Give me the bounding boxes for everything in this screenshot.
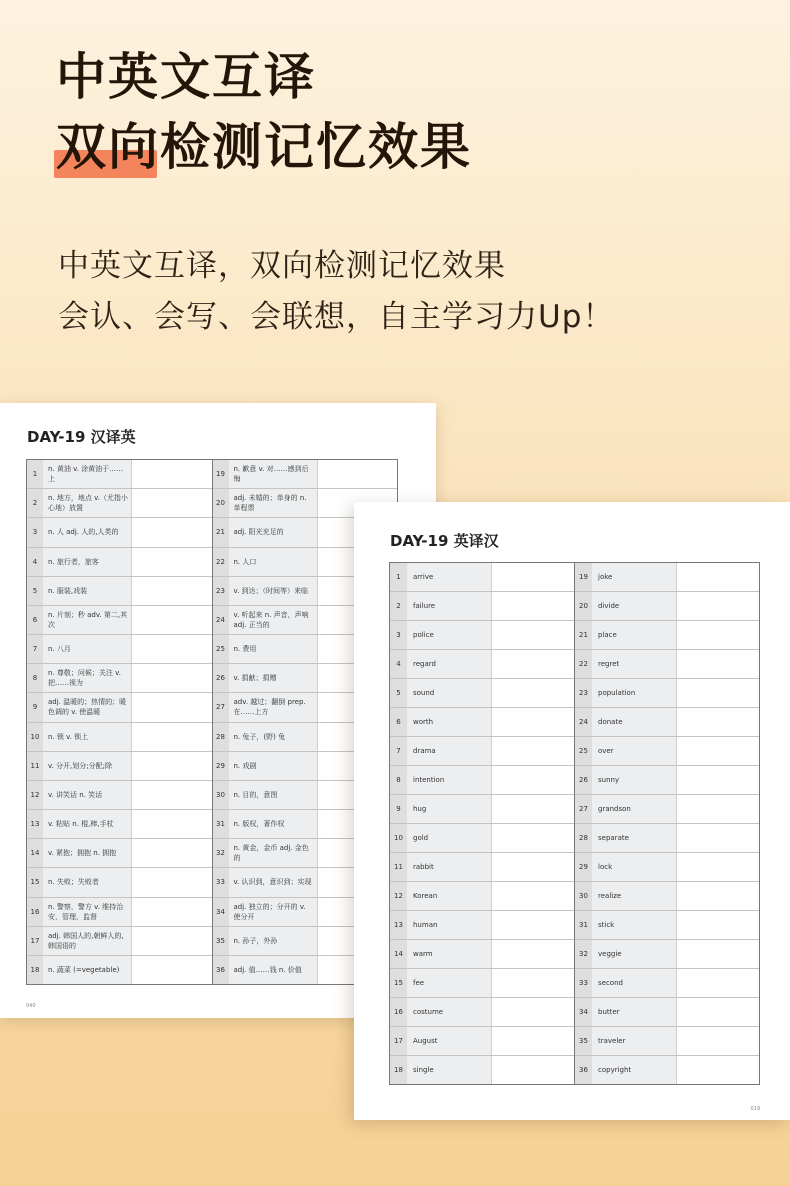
answer-blank xyxy=(491,708,574,736)
table-row xyxy=(27,839,212,868)
answer-blank xyxy=(131,577,212,605)
table-row xyxy=(575,998,759,1027)
vocab-prompt: n. 人 adj. 人的,人类的 xyxy=(43,518,131,546)
vocab-prompt: fee xyxy=(407,969,491,997)
vocab-prompt: n. 黄金，金币 adj. 金色的 xyxy=(229,839,317,867)
worksheet-title: DAY-19 汉译英 xyxy=(27,428,136,446)
answer-blank xyxy=(676,882,759,910)
vocab-prompt: n. 歉意 v. 对……感到后悔 xyxy=(229,460,317,488)
vocab-prompt: divide xyxy=(592,592,676,620)
table-row xyxy=(390,592,574,621)
table-row xyxy=(575,650,759,679)
row-number: 15 xyxy=(27,868,43,896)
row-number: 9 xyxy=(27,693,43,721)
row-number: 6 xyxy=(27,606,43,634)
vocab-prompt: v. 认识到，意识到；实现 xyxy=(229,868,317,896)
table-row xyxy=(575,969,759,998)
row-number: 24 xyxy=(213,606,229,634)
row-number: 26 xyxy=(575,766,592,794)
row-number: 26 xyxy=(213,664,229,692)
vocab-prompt: butter xyxy=(592,998,676,1026)
answer-blank xyxy=(131,868,212,896)
vocab-prompt: rabbit xyxy=(407,853,491,881)
answer-blank xyxy=(676,1027,759,1055)
table-row xyxy=(27,927,212,956)
vocab-prompt: arrive xyxy=(407,563,491,591)
table-row xyxy=(575,708,759,737)
answer-blank xyxy=(676,650,759,678)
row-number: 24 xyxy=(575,708,592,736)
vocab-prompt: v. 捐献；捐赠 xyxy=(229,664,317,692)
answer-blank xyxy=(131,548,212,576)
vocab-prompt: regret xyxy=(592,650,676,678)
table-row xyxy=(27,868,212,897)
vocab-prompt: realize xyxy=(592,882,676,910)
table-row xyxy=(390,795,574,824)
table-row xyxy=(390,1027,574,1056)
table-row xyxy=(390,1056,574,1084)
table-row xyxy=(390,911,574,940)
vocab-prompt: n. 人口 xyxy=(229,548,317,576)
vocab-prompt: v. 听起来 n. 声音，声响 adj. 正当的 xyxy=(229,606,317,634)
table-row xyxy=(27,664,212,693)
answer-blank xyxy=(491,824,574,852)
worksheet-title: DAY-19 英译汉 xyxy=(390,532,499,550)
table-row xyxy=(390,853,574,882)
table-row xyxy=(27,460,212,489)
row-number: 32 xyxy=(213,839,229,867)
subtitle-line1: 中英文互译，双向检测记忆效果 xyxy=(58,248,506,284)
table-row xyxy=(27,606,212,635)
row-number: 12 xyxy=(27,781,43,809)
table-row xyxy=(575,563,759,592)
row-number: 11 xyxy=(27,752,43,780)
vocab-prompt: traveler xyxy=(592,1027,676,1055)
vocab-prompt: failure xyxy=(407,592,491,620)
answer-blank xyxy=(676,592,759,620)
row-number: 2 xyxy=(390,592,407,620)
vocab-prompt: gold xyxy=(407,824,491,852)
row-number: 34 xyxy=(575,998,592,1026)
vocab-prompt: regard xyxy=(407,650,491,678)
row-number: 6 xyxy=(390,708,407,736)
answer-blank xyxy=(491,650,574,678)
vocab-prompt: sound xyxy=(407,679,491,707)
table-row xyxy=(390,882,574,911)
answer-blank xyxy=(676,969,759,997)
answer-blank xyxy=(676,563,759,591)
table-row xyxy=(390,969,574,998)
vocab-prompt: n. 目的，意图 xyxy=(229,781,317,809)
vocab-prompt: n. 兔子，(野) 兔 xyxy=(229,723,317,751)
row-number: 20 xyxy=(213,489,229,517)
row-number: 27 xyxy=(213,693,229,721)
row-number: 14 xyxy=(390,940,407,968)
main-title-line2: 双向检测记忆效果 xyxy=(56,118,472,176)
row-number: 17 xyxy=(27,927,43,955)
table-row xyxy=(390,824,574,853)
subtitle-line2: 会认、会写、会联想，自主学习力Up！ xyxy=(58,299,615,335)
table-row xyxy=(390,766,574,795)
answer-blank xyxy=(676,853,759,881)
row-number: 36 xyxy=(213,956,229,984)
table-row xyxy=(575,1056,759,1084)
answer-blank xyxy=(676,621,759,649)
row-number: 14 xyxy=(27,839,43,867)
row-number: 22 xyxy=(213,548,229,576)
vocab-prompt: adj. 阳光充足的 xyxy=(229,518,317,546)
row-number: 29 xyxy=(213,752,229,780)
table-row xyxy=(27,693,212,722)
table-row xyxy=(575,679,759,708)
vocab-table xyxy=(26,459,398,985)
answer-blank xyxy=(491,679,574,707)
answer-blank xyxy=(676,766,759,794)
row-number: 22 xyxy=(575,650,592,678)
row-number: 16 xyxy=(390,998,407,1026)
vocab-prompt: human xyxy=(407,911,491,939)
row-number: 4 xyxy=(27,548,43,576)
vocab-prompt: n. 服装,戏装 xyxy=(43,577,131,605)
vocab-prompt: v. 粘贴 n. 棍,棒,手杖 xyxy=(43,810,131,838)
vocab-prompt: n. 片刻；秒 adv. 第二,其次 xyxy=(43,606,131,634)
row-number: 28 xyxy=(213,723,229,751)
vocab-prompt: adj. 未婚的；单身的 n. 单程票 xyxy=(229,489,317,517)
answer-blank xyxy=(491,969,574,997)
row-number: 1 xyxy=(390,563,407,591)
row-number: 5 xyxy=(27,577,43,605)
table-row xyxy=(575,621,759,650)
vocab-prompt: stick xyxy=(592,911,676,939)
answer-blank xyxy=(131,635,212,663)
answer-blank xyxy=(131,839,212,867)
answer-blank xyxy=(131,693,212,721)
table-row xyxy=(575,737,759,766)
answer-blank xyxy=(131,518,212,546)
answer-blank xyxy=(491,882,574,910)
vocab-prompt: n. 版权，著作权 xyxy=(229,810,317,838)
vocab-prompt: n. 八月 xyxy=(43,635,131,663)
vocab-prompt: n. 费用 xyxy=(229,635,317,663)
vocab-prompt: n. 警察，警方 v. 维持治安，管理，监督 xyxy=(43,898,131,926)
answer-blank xyxy=(491,795,574,823)
vocab-column-left xyxy=(390,563,574,1084)
row-number: 13 xyxy=(390,911,407,939)
vocab-prompt: n. 旅行者，旅客 xyxy=(43,548,131,576)
vocab-prompt: joke xyxy=(592,563,676,591)
answer-blank xyxy=(676,911,759,939)
row-number: 31 xyxy=(213,810,229,838)
table-row xyxy=(213,460,398,489)
row-number: 10 xyxy=(27,723,43,751)
answer-blank xyxy=(131,927,212,955)
vocab-prompt: donate xyxy=(592,708,676,736)
table-row xyxy=(390,998,574,1027)
vocab-prompt: intention xyxy=(407,766,491,794)
row-number: 36 xyxy=(575,1056,592,1084)
row-number: 7 xyxy=(390,737,407,765)
answer-blank xyxy=(491,1027,574,1055)
row-number: 10 xyxy=(390,824,407,852)
vocab-prompt: n. 尊敬；问候；关注 v. 把……视为 xyxy=(43,664,131,692)
table-row xyxy=(575,766,759,795)
vocab-prompt: drama xyxy=(407,737,491,765)
row-number: 35 xyxy=(213,927,229,955)
vocab-prompt: adj. 独立的；分开的 v. 使分开 xyxy=(229,898,317,926)
table-row xyxy=(575,795,759,824)
row-number: 3 xyxy=(27,518,43,546)
vocab-prompt: adj. 值……钱 n. 价值 xyxy=(229,956,317,984)
row-number: 30 xyxy=(575,882,592,910)
answer-blank xyxy=(491,940,574,968)
row-number: 15 xyxy=(390,969,407,997)
row-number: 25 xyxy=(213,635,229,663)
answer-blank xyxy=(491,737,574,765)
table-row xyxy=(390,708,574,737)
table-row xyxy=(27,518,212,547)
vocab-prompt: worth xyxy=(407,708,491,736)
row-number: 4 xyxy=(390,650,407,678)
row-number: 25 xyxy=(575,737,592,765)
row-number: 2 xyxy=(27,489,43,517)
answer-blank xyxy=(676,795,759,823)
vocab-prompt: v. 讲笑话 n. 笑话 xyxy=(43,781,131,809)
row-number: 5 xyxy=(390,679,407,707)
answer-blank xyxy=(131,664,212,692)
vocab-table xyxy=(389,562,760,1085)
vocab-prompt: n. 失败；失败者 xyxy=(43,868,131,896)
table-row xyxy=(27,810,212,839)
row-number: 21 xyxy=(575,621,592,649)
row-number: 20 xyxy=(575,592,592,620)
vocab-prompt: separate xyxy=(592,824,676,852)
row-number: 19 xyxy=(575,563,592,591)
page-number: 040 xyxy=(26,1003,36,1009)
table-row xyxy=(27,781,212,810)
page-number: 019 xyxy=(750,1106,760,1112)
answer-blank xyxy=(491,998,574,1026)
vocab-prompt: lock xyxy=(592,853,676,881)
table-row xyxy=(390,650,574,679)
vocab-prompt: second xyxy=(592,969,676,997)
row-number: 7 xyxy=(27,635,43,663)
row-number: 8 xyxy=(390,766,407,794)
row-number: 31 xyxy=(575,911,592,939)
vocab-prompt: v. 分开,划分;分配;除 xyxy=(43,752,131,780)
answer-blank xyxy=(131,781,212,809)
row-number: 23 xyxy=(213,577,229,605)
answer-blank xyxy=(676,998,759,1026)
row-number: 32 xyxy=(575,940,592,968)
vocab-prompt: warm xyxy=(407,940,491,968)
table-row xyxy=(390,679,574,708)
answer-blank xyxy=(131,810,212,838)
table-row xyxy=(390,563,574,592)
row-number: 12 xyxy=(390,882,407,910)
answer-blank xyxy=(131,898,212,926)
row-number: 30 xyxy=(213,781,229,809)
table-row xyxy=(27,548,212,577)
vocab-prompt: costume xyxy=(407,998,491,1026)
row-number: 9 xyxy=(390,795,407,823)
vocab-prompt: v. 到达；（时间等）来临 xyxy=(229,577,317,605)
row-number: 17 xyxy=(390,1027,407,1055)
vocab-prompt: v. 紧抱；拥抱 n. 拥抱 xyxy=(43,839,131,867)
row-number: 18 xyxy=(27,956,43,984)
vocab-prompt: Korean xyxy=(407,882,491,910)
table-row xyxy=(575,911,759,940)
row-number: 29 xyxy=(575,853,592,881)
answer-blank xyxy=(491,621,574,649)
vocab-prompt: population xyxy=(592,679,676,707)
row-number: 8 xyxy=(27,664,43,692)
answer-blank xyxy=(676,824,759,852)
answer-blank xyxy=(491,592,574,620)
answer-blank xyxy=(131,752,212,780)
table-row xyxy=(390,940,574,969)
row-number: 1 xyxy=(27,460,43,488)
answer-blank xyxy=(131,606,212,634)
answer-blank xyxy=(676,679,759,707)
vocab-prompt: adj. 温暖的；热情的；暖色调的 v. 使温暖 xyxy=(43,693,131,721)
vocab-prompt: adj. 韩国人的,朝鲜人的,韩国语的 xyxy=(43,927,131,955)
answer-blank xyxy=(491,563,574,591)
main-title-line1: 中英文互译 xyxy=(56,48,316,106)
answer-blank xyxy=(676,1056,759,1084)
table-row xyxy=(27,723,212,752)
vocab-column-right xyxy=(574,563,759,1084)
answer-blank xyxy=(317,460,398,488)
row-number: 13 xyxy=(27,810,43,838)
vocab-prompt: August xyxy=(407,1027,491,1055)
answer-blank xyxy=(491,1056,574,1084)
row-number: 19 xyxy=(213,460,229,488)
row-number: 34 xyxy=(213,898,229,926)
vocab-prompt: n. 蔬菜 (=vegetable) xyxy=(43,956,131,984)
table-row xyxy=(27,489,212,518)
table-row xyxy=(390,737,574,766)
vocab-prompt: n. 锁 v. 锁上 xyxy=(43,723,131,751)
vocab-prompt: single xyxy=(407,1056,491,1084)
vocab-prompt: n. 地方，地点 v.（尤指小心地）放置 xyxy=(43,489,131,517)
table-row xyxy=(390,621,574,650)
vocab-column-left xyxy=(27,460,212,984)
table-row xyxy=(575,824,759,853)
row-number: 18 xyxy=(390,1056,407,1084)
vocab-prompt: adv. 越过；翻倒 prep. 在……上方 xyxy=(229,693,317,721)
row-number: 16 xyxy=(27,898,43,926)
table-row xyxy=(575,882,759,911)
row-number: 27 xyxy=(575,795,592,823)
vocab-prompt: veggie xyxy=(592,940,676,968)
answer-blank xyxy=(676,708,759,736)
table-row xyxy=(27,898,212,927)
answer-blank xyxy=(676,737,759,765)
answer-blank xyxy=(491,766,574,794)
vocab-prompt: over xyxy=(592,737,676,765)
row-number: 33 xyxy=(213,868,229,896)
vocab-prompt: n. 戏剧 xyxy=(229,752,317,780)
vocab-prompt: grandson xyxy=(592,795,676,823)
answer-blank xyxy=(131,723,212,751)
table-row xyxy=(575,940,759,969)
vocab-prompt: n. 黄油 v. 涂黄油于……上 xyxy=(43,460,131,488)
vocab-prompt: place xyxy=(592,621,676,649)
vocab-prompt: copyright xyxy=(592,1056,676,1084)
row-number: 3 xyxy=(390,621,407,649)
row-number: 11 xyxy=(390,853,407,881)
vocab-prompt: sunny xyxy=(592,766,676,794)
answer-blank xyxy=(491,853,574,881)
row-number: 33 xyxy=(575,969,592,997)
worksheet-page-english-to-chinese xyxy=(354,502,790,1120)
vocab-prompt: police xyxy=(407,621,491,649)
answer-blank xyxy=(676,940,759,968)
table-row xyxy=(575,592,759,621)
table-row xyxy=(27,635,212,664)
table-row xyxy=(575,1027,759,1056)
vocab-prompt: n. 孙子，外孙 xyxy=(229,927,317,955)
row-number: 21 xyxy=(213,518,229,546)
row-number: 28 xyxy=(575,824,592,852)
table-row xyxy=(575,853,759,882)
vocab-prompt: hug xyxy=(407,795,491,823)
row-number: 35 xyxy=(575,1027,592,1055)
table-row xyxy=(27,577,212,606)
row-number: 23 xyxy=(575,679,592,707)
answer-blank xyxy=(131,489,212,517)
answer-blank xyxy=(131,460,212,488)
table-row xyxy=(27,956,212,984)
answer-blank xyxy=(491,911,574,939)
table-row xyxy=(27,752,212,781)
answer-blank xyxy=(131,956,212,984)
